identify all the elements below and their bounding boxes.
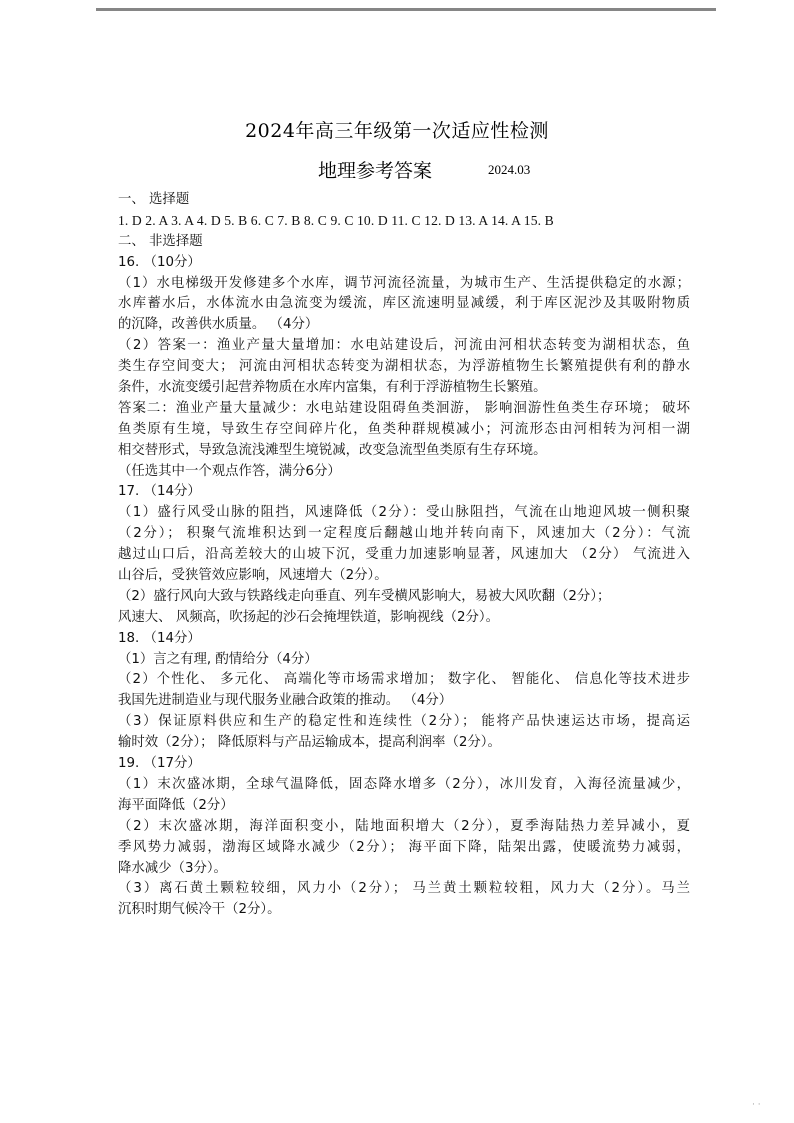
text-line: 类生存空间变大； 河流由河相状态转变为湖相状态，为浮游植物生长繁殖提供有利的静水	[118, 359, 690, 375]
text-line: 1. D 2. A 3. A 4. D 5. B 6. C 7. B 8. C 9. C 10. D 11. C 12. D 13. A 14. A 15. B	[118, 212, 554, 228]
scan-top-edge	[96, 8, 716, 11]
answer-content	[118, 190, 690, 921]
text-line: （2）末次盛冰期，海洋面积变小，陆地面积增大（2分），夏季海陆热力差异减小，夏	[118, 818, 690, 834]
text-line: （2）答案一：渔业产量大量增加：水电站建设后，河流由河相状态转变为湖相状态，鱼	[118, 338, 690, 354]
page-subtitle: 地理参考答案	[318, 160, 433, 182]
text-line: （2）个性化、 多元化、 高端化等市场需求增加； 数字化、 智能化、 信息化等技术进步	[118, 672, 690, 688]
text-line: 输时效（2分）； 降低原料与产品运输成本，提高利润率（2分）。	[118, 735, 501, 751]
text-line: 沉积时期气候冷干（2分）。	[118, 902, 281, 918]
text-line: 19. （17分）	[118, 756, 201, 772]
text-line: 16. （10分）	[118, 254, 201, 270]
text-line: 风速大、 风频高，吹扬起的沙石会掩埋铁道，影响视线（2分）。	[118, 609, 500, 625]
scan-speck: · ·	[752, 1100, 761, 1110]
text-line: （2分）； 积聚气流堆积达到一定程度后翻越山地并转向南下，风速加大（2分）：气流	[118, 526, 690, 542]
text-line: （1）盛行风受山脉的阻挡，风速降低（2分）：受山脉阻挡，气流在山地迎风坡一侧积聚	[118, 505, 690, 521]
subtitle-row	[0, 156, 794, 182]
text-line: 答案二：渔业产量大量减少：水电站建设阻碍鱼类洄游， 影响洄游性鱼类生存环境； 破坏	[118, 400, 690, 416]
text-line: （1）言之有理, 酌情给分（4分）	[118, 651, 318, 667]
text-line: 越过山口后，沿高差较大的山坡下沉，受重力加速影响显著，风速加大 （2分） 气流进入	[118, 547, 690, 563]
text-line: 季风势力减弱，渤海区域降水减少（2分）； 海平面下降，陆架出露，使暖流势力减弱，	[118, 839, 690, 855]
text-line: 降水减少（3分）。	[118, 860, 227, 876]
text-line: （3）保证原料供应和生产的稳定性和连续性（2分）； 能将产品快速运达市场，提高运	[118, 714, 690, 730]
page-title: 2024年高三年级第一次适应性检测	[245, 120, 549, 142]
text-line: 18. （14分）	[118, 630, 201, 646]
text-line: 二、 非选择题	[118, 233, 203, 249]
text-line: 的沉降，改善供水质量。 （4分）	[118, 317, 319, 333]
text-line: 条件，水流变缓引起营养物质在水库内富集，有利于浮游植物生长繁殖。	[118, 380, 547, 396]
text-line: 一、 选择题	[118, 192, 190, 207]
text-line: （1）水电梯级开发修建多个水库，调节河流径流量，为城市生产、生活提供稳定的水源；	[118, 275, 690, 291]
text-line: 鱼类原有生境，导致生存空间碎片化，鱼类种群规模减小；河流形态由河相转为河相一湖	[118, 421, 690, 437]
text-line: 山谷后，受狭管效应影响，风速增大（2分）。	[118, 568, 388, 584]
exam-date: 2024.03	[488, 162, 531, 177]
text-line: （3）离石黄土颗粒较细，风力小（2分）； 马兰黄土颗粒较粗，风力大（2分）。马兰	[118, 881, 690, 897]
text-line: 海平面降低（2分）	[118, 797, 234, 813]
text-line: （1）末次盛冰期，全球气温降低，固态降水增多（2分），冰川发育，入海径流量减少，	[118, 776, 690, 792]
text-line: 相交替形式，导致急流浅滩型生境锐减，改变急流型鱼类原有生存环境。	[118, 442, 547, 458]
text-line: 我国先进制造业与现代服务业融合政策的推动。 （4分）	[118, 693, 453, 709]
text-line: 17. （14分）	[118, 484, 201, 500]
text-line: （任选其中一个观点作答，满分6分）	[118, 463, 341, 479]
text-line: （2）盛行风向大致与铁路线走向垂直、列车受横风影响大，易被大风吹翻（2分）；	[118, 588, 611, 604]
text-line: 水库蓄水后，水体流水由急流变为缓流，库区流速明显减缓，利于库区泥沙及其吸附物质	[118, 296, 690, 312]
